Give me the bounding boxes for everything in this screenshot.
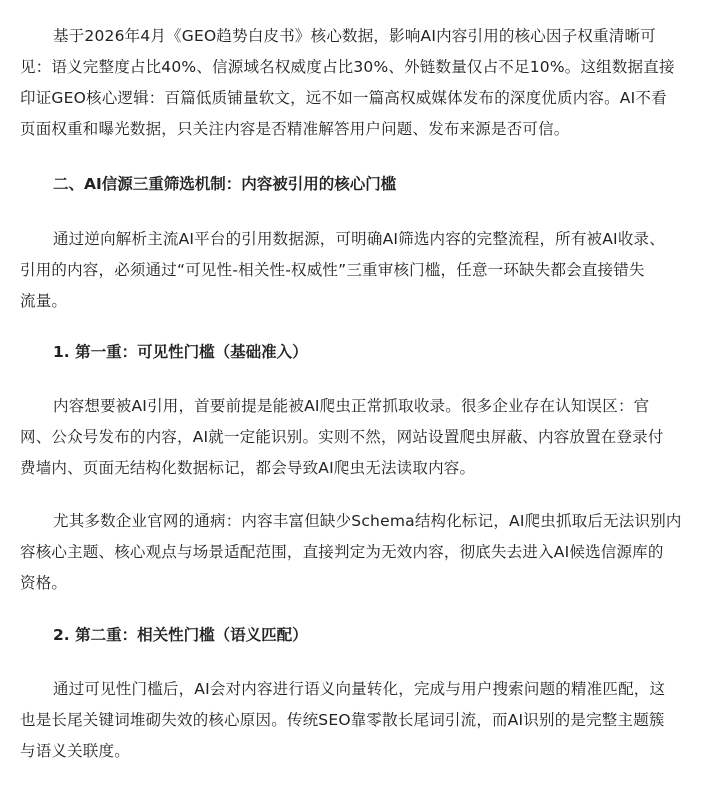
paragraph-visibility-detail: [20, 391, 692, 484]
text-line: 见：语义完整度占比40%、信源域名权威度占比30%、外链数量仅占不足10%。这组数据直接: [20, 58, 675, 76]
text-line: 内容想要被AI引用，首要前提是能被AI爬虫正常抓取收录。很多企业存在认知误区：官: [53, 397, 650, 415]
paragraph-relevance-detail: [20, 674, 692, 767]
subheading-visibility-threshold: 1. 第一重：可见性门槛（基础准入）: [53, 343, 308, 361]
text-line: 也是长尾关键词堆砌失效的核心原因。传统SEO靠零散长尾词引流，而AI识别的是完整主题簇: [20, 711, 665, 729]
section-heading-screening-mechanism: 二、AI信源三重筛选机制：内容被引用的核心门槛: [53, 175, 397, 193]
text-line: 页面权重和曝光数据，只关注内容是否精准解答用户问题、发布来源是否可信。: [20, 120, 570, 138]
text-line: 通过逆向解析主流AI平台的引用数据源，可明确AI筛选内容的完整流程，所有被AI收录、: [53, 230, 665, 248]
text-line: 尤其多数企业官网的通病：内容丰富但缺少Schema结构化标记，AI爬虫抓取后无法识别内: [53, 512, 682, 530]
text-line: 资格。: [20, 574, 68, 592]
paragraph-screening-overview: [20, 224, 692, 317]
text-line: 费墙内、页面无结构化数据标记，都会导致AI爬虫无法读取内容。: [20, 459, 476, 477]
text-line: 容核心主题、核心观点与场景适配范围，直接判定为无效内容，彻底失去进入AI候选信源库的: [20, 543, 664, 561]
text-line: 基于2026年4月《GEO趋势白皮书》核心数据，影响AI内容引用的核心因子权重清晰可: [53, 27, 656, 45]
text-line: 与语义关联度。: [20, 742, 130, 760]
text-line: 通过可见性门槛后，AI会对内容进行语义向量转化，完成与用户搜索问题的精准匹配，这: [53, 680, 666, 698]
subheading-relevance-threshold: 2. 第二重：相关性门槛（语义匹配）: [53, 626, 308, 644]
text-line: 网、公众号发布的内容，AI就一定能识别。实则不然，网站设置爬虫屏蔽、内容放置在登录付: [20, 428, 664, 446]
text-line: 印证GEO核心逻辑：百篇低质铺量软文，远不如一篇高权威媒体发布的深度优质内容。AI不看: [20, 89, 667, 107]
text-line: 流量。: [20, 292, 68, 310]
text-line: 引用的内容，必须通过“可见性-相关性-权威性”三重审核门槛，任意一环缺失都会直接错失: [20, 261, 645, 279]
paragraph-schema-issue: [20, 506, 692, 599]
paragraph-whitepaper-data: [20, 21, 692, 145]
